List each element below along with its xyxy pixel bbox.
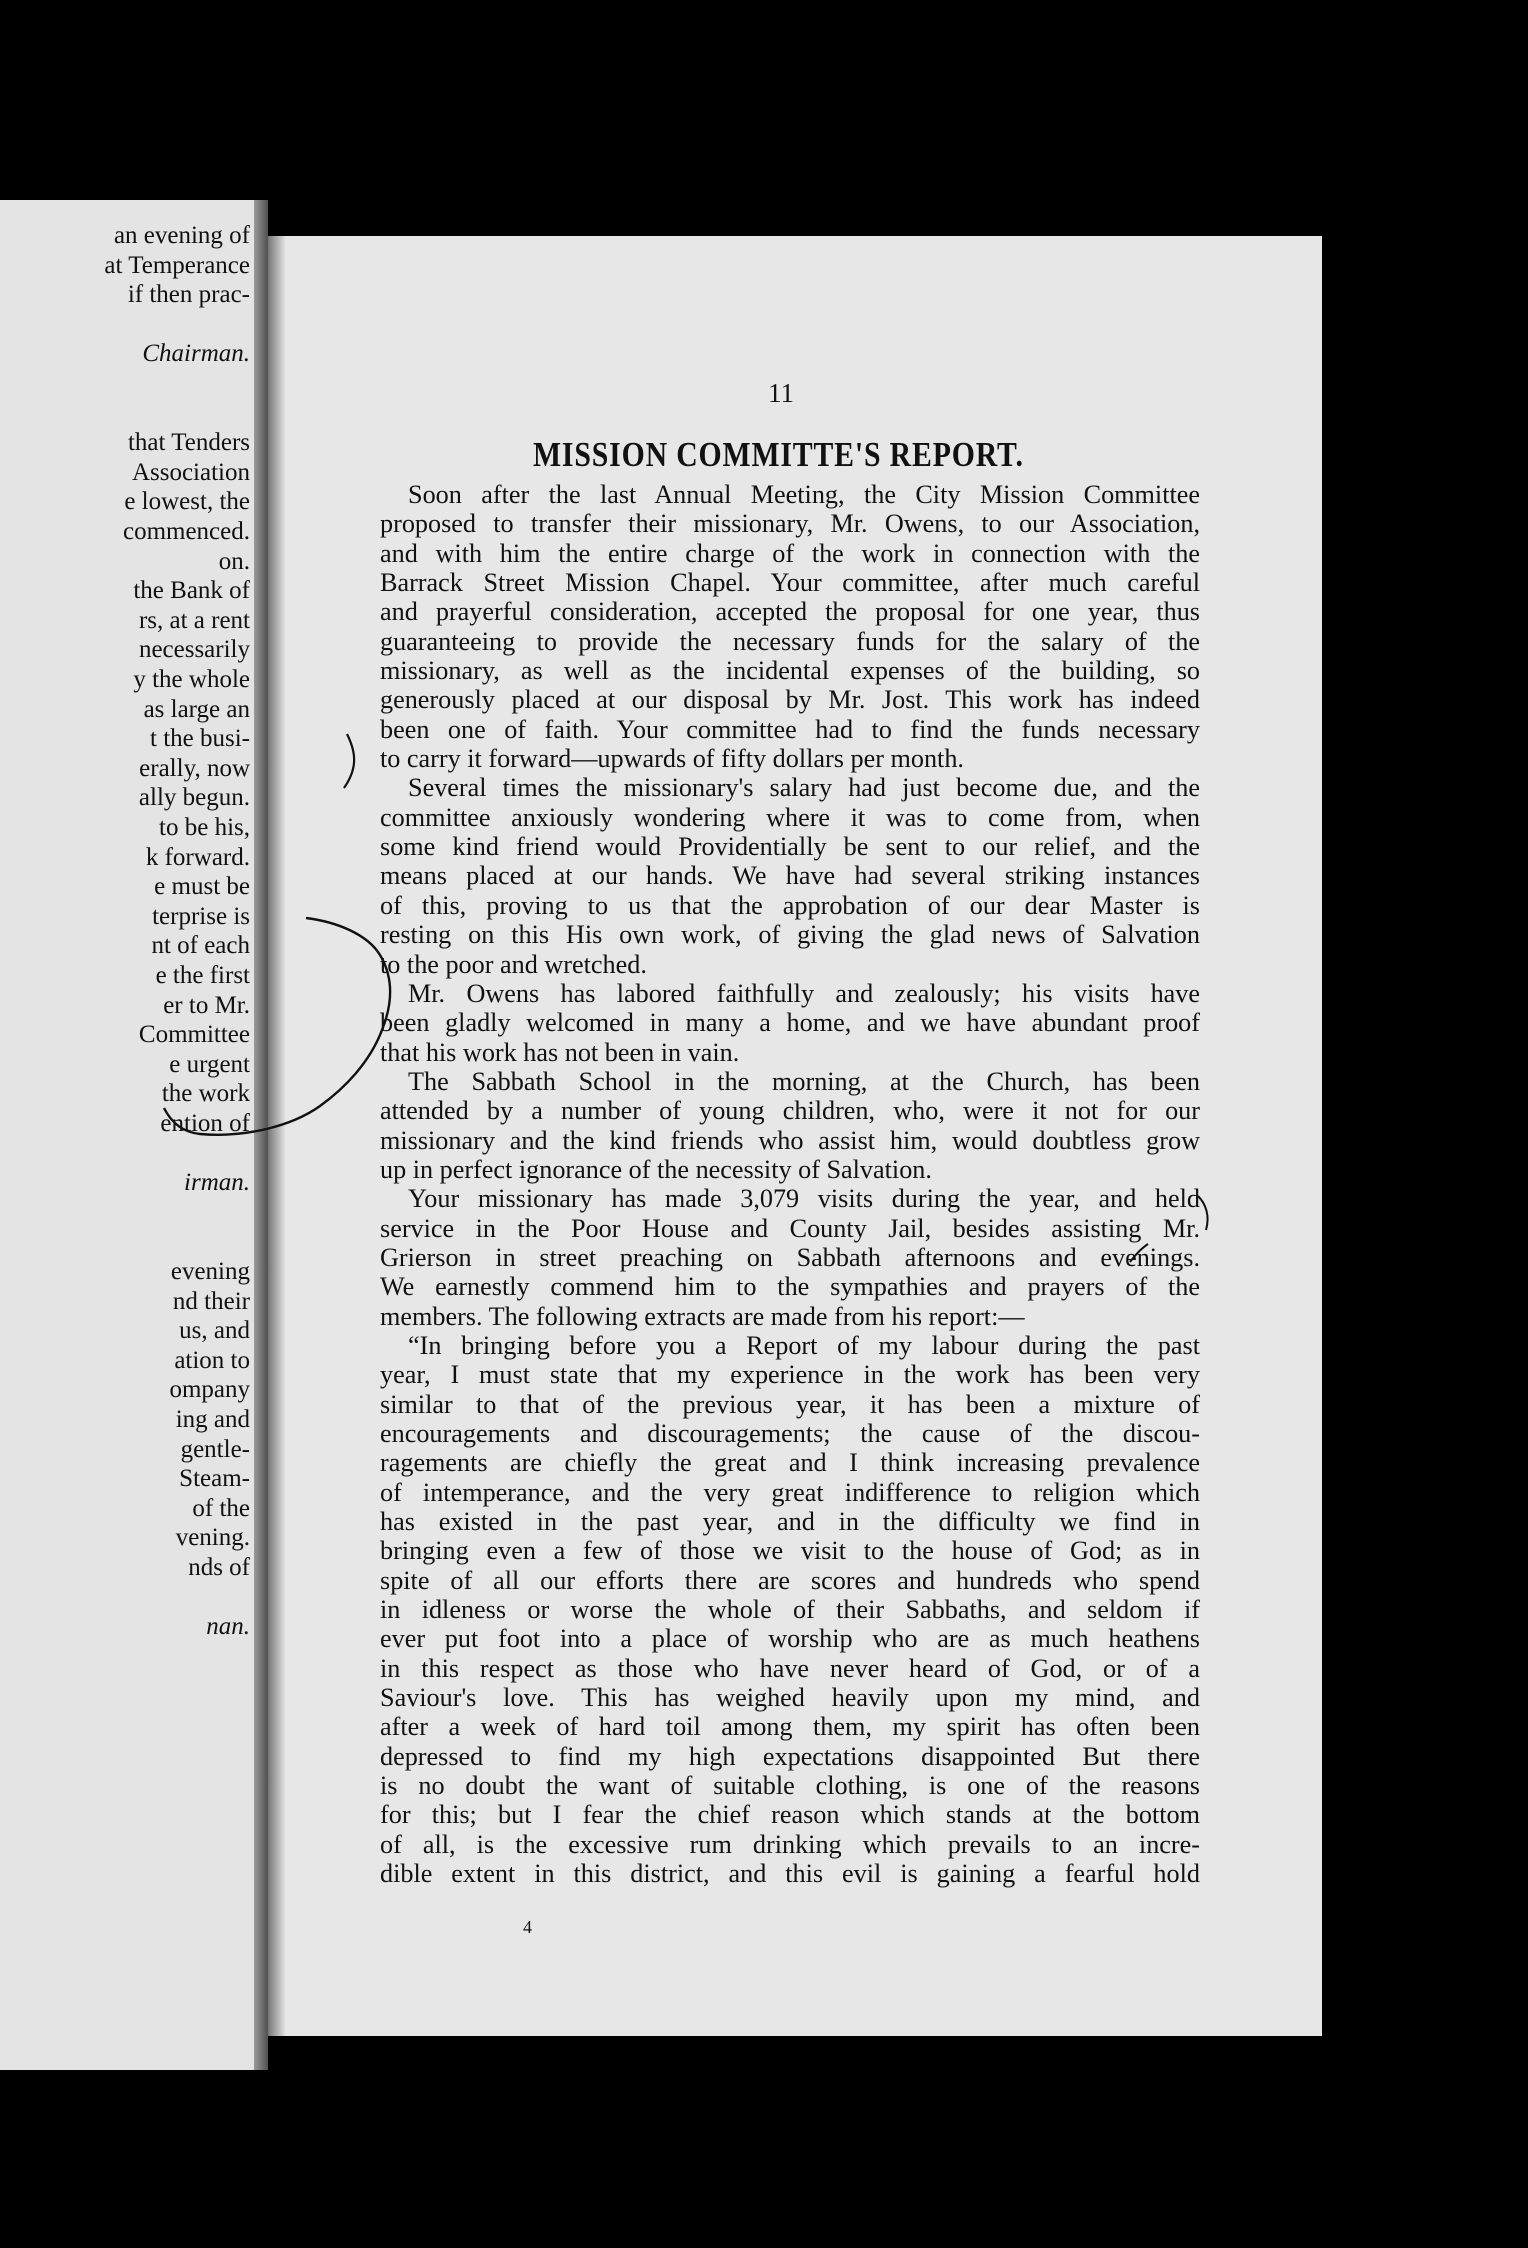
report-line: and prayerful consideration, accepted the proposal for one year, thus bbox=[380, 597, 1200, 627]
report-line: encouragements and discouragements; the cause of the discou- bbox=[380, 1419, 1200, 1448]
left-page-line: Association bbox=[131, 458, 250, 486]
left-page-line: ompany bbox=[169, 1376, 250, 1404]
left-page-line: ing and bbox=[175, 1406, 250, 1433]
left-page-line: at Temperance bbox=[104, 251, 250, 279]
report-line: missionary, as well as the incidental expenses of the building, so bbox=[380, 656, 1200, 686]
report-line: The Sabbath School in the morning, at the Church, has been bbox=[408, 1066, 1200, 1096]
report-line: year, I must state that my experience in the work has been very bbox=[380, 1360, 1200, 1390]
left-page-line: that Tenders bbox=[127, 429, 250, 457]
left-page-line: Chairman. bbox=[142, 340, 250, 368]
report-line: of this, proving to us that the approbation of our dear Master is bbox=[380, 890, 1200, 920]
left-page-line: nan. bbox=[206, 1613, 250, 1641]
report-line: to the poor and wretched. bbox=[380, 949, 647, 979]
report-line: Barrack Street Mission Chapel. Your committee, after much careful bbox=[380, 568, 1200, 598]
report-line: Saviour's love. This has weighed heavily upon my mind, and bbox=[380, 1683, 1200, 1713]
report-line: Soon after the last Annual Meeting, the City Mission Committee bbox=[408, 480, 1200, 509]
left-page-line: e the first bbox=[155, 962, 250, 989]
report-line: Mr. Owens has labored faithfully and zealously; his visits have bbox=[408, 978, 1200, 1008]
left-page-line: the Bank of bbox=[133, 577, 250, 605]
left-page bbox=[0, 200, 268, 2070]
left-page-line: gentle- bbox=[180, 1435, 250, 1463]
left-page-line: e urgent bbox=[169, 1050, 250, 1078]
report-title: MISSION COMMITTE'S REPORT. bbox=[533, 435, 1024, 474]
report-line: “In bringing before you a Report of my labour during the past bbox=[408, 1330, 1200, 1360]
left-page-line: nds of bbox=[188, 1554, 250, 1581]
report-line: proposed to transfer their missionary, Mr. Owens, to our Association, bbox=[380, 509, 1200, 539]
left-page-line: commenced. bbox=[122, 518, 250, 545]
report-line: ever put foot into a place of worship who are as much heathens bbox=[380, 1624, 1200, 1654]
report-line: committee anxiously wondering where it was to come from, when bbox=[380, 802, 1200, 832]
report-line: is no doubt the want of suitable clothing, is one of the reasons bbox=[380, 1771, 1200, 1801]
left-page-line: terprise is bbox=[152, 902, 250, 930]
report-line: means placed at our hands. We have had several striking instances bbox=[380, 861, 1200, 891]
left-page-line: Steam- bbox=[179, 1465, 250, 1493]
report-line: after a week of hard toil among them, my spirit has often been bbox=[380, 1712, 1200, 1742]
report-line: dible extent in this district, and this evil is gaining a fearful hold bbox=[380, 1859, 1200, 1889]
page-fold bbox=[254, 200, 268, 2070]
report-line: in this respect as those who have never heard of God, or of a bbox=[380, 1653, 1200, 1683]
report-line: missionary and the kind friends who assist him, would doubtless grow bbox=[380, 1125, 1200, 1155]
report-line: in idleness or worse the whole of their Sabbaths, and seldom if bbox=[380, 1595, 1200, 1625]
footer-mark: 4 bbox=[523, 1917, 532, 1937]
report-line: been gladly welcomed in many a home, and we have abundant proof bbox=[380, 1008, 1200, 1038]
report-line: has existed in the past year, and in the difficulty we find in bbox=[380, 1507, 1200, 1537]
left-page-line: y the whole bbox=[133, 666, 250, 693]
report-line: and with him the entire charge of the work in connection with the bbox=[380, 538, 1200, 568]
report-line: We earnestly commend him to the sympathies and prayers of the bbox=[380, 1272, 1200, 1302]
report-line: been one of faith. Your committee had to find the funds necessary bbox=[380, 714, 1200, 744]
report-line: guaranteeing to provide the necessary funds for the salary of the bbox=[380, 626, 1200, 656]
report-line: depressed to find my high expectations disappointed But there bbox=[380, 1741, 1200, 1771]
left-page-line: ation to bbox=[174, 1346, 250, 1374]
page-number: 11 bbox=[768, 378, 794, 408]
report-line: that his work has not been in vain. bbox=[380, 1037, 740, 1067]
left-page-line: t the busi- bbox=[150, 725, 250, 753]
report-line: to carry it forward—upwards of fifty dollars per month. bbox=[380, 744, 964, 774]
report-line: members. The following extracts are made from his report:— bbox=[380, 1301, 1025, 1331]
report-line: spite of all our efforts there are scores and hundreds who spend bbox=[380, 1565, 1200, 1595]
report-line: similar to that of the previous year, it has been a mixture of bbox=[380, 1389, 1200, 1419]
left-page-line: to be his, bbox=[159, 814, 250, 841]
left-page-line: Committee bbox=[138, 1021, 250, 1049]
report-line: bringing even a few of those we visit to the house of God; as in bbox=[380, 1536, 1200, 1566]
left-page-line: on. bbox=[218, 547, 250, 575]
report-line: Your missionary has made 3,079 visits during the year, and held bbox=[408, 1184, 1200, 1214]
left-page-line: rs, at a rent bbox=[138, 606, 250, 634]
left-page-line: er to Mr. bbox=[163, 991, 250, 1019]
report-line: ragements are chiefly the great and I think increasing prevalence bbox=[380, 1448, 1200, 1478]
report-line: of all, is the excessive rum drinking which prevails to an incre- bbox=[380, 1829, 1200, 1859]
report-line: up in perfect ignorance of the necessity of Salvation. bbox=[380, 1154, 932, 1184]
report-line: Several times the missionary's salary had just become due, and the bbox=[408, 773, 1200, 803]
report-body bbox=[380, 480, 1200, 1889]
left-page-line: us, and bbox=[179, 1317, 250, 1345]
left-page-line: nd their bbox=[172, 1287, 250, 1315]
left-page-line: evening bbox=[170, 1258, 250, 1285]
left-page-line: nt of each bbox=[151, 932, 250, 960]
left-page-line: e must be bbox=[154, 873, 250, 901]
gutter-shadow bbox=[268, 236, 286, 2036]
left-page-line: e lowest, the bbox=[124, 488, 250, 516]
left-page-line: of the bbox=[192, 1494, 250, 1522]
left-page-line: irman. bbox=[184, 1169, 250, 1197]
left-page-line: an evening of bbox=[113, 222, 250, 249]
left-page-line: ention of bbox=[160, 1110, 250, 1137]
report-line: service in the Poor House and County Jail, besides assisting Mr. bbox=[380, 1213, 1200, 1243]
left-page-line: erally, now bbox=[139, 754, 250, 782]
report-line: some kind friend would Providentially be sent to our relief, and the bbox=[380, 832, 1200, 862]
left-page-line: the work bbox=[161, 1080, 250, 1108]
left-page-line: vening. bbox=[175, 1524, 250, 1552]
report-line: Grierson in street preaching on Sabbath afternoons and evenings. bbox=[380, 1242, 1200, 1272]
left-page-line: necessarily bbox=[138, 636, 250, 664]
right-page bbox=[268, 236, 1322, 2036]
report-line: of intemperance, and the very great indifference to religion which bbox=[380, 1477, 1200, 1507]
left-page-line: k forward. bbox=[145, 843, 250, 871]
left-page-line: as large an bbox=[143, 695, 250, 723]
report-line: generously placed at our disposal by Mr. Jost. This work has indeed bbox=[380, 685, 1200, 715]
report-line: for this; but I fear the chief reason which stands at the bottom bbox=[380, 1800, 1200, 1830]
report-line: attended by a number of young children, who, were it not for our bbox=[380, 1096, 1200, 1126]
report-line: resting on this His own work, of giving the glad news of Salvation bbox=[380, 920, 1200, 950]
left-page-line: if then prac- bbox=[127, 281, 250, 309]
left-page-line: ally begun. bbox=[138, 784, 250, 812]
